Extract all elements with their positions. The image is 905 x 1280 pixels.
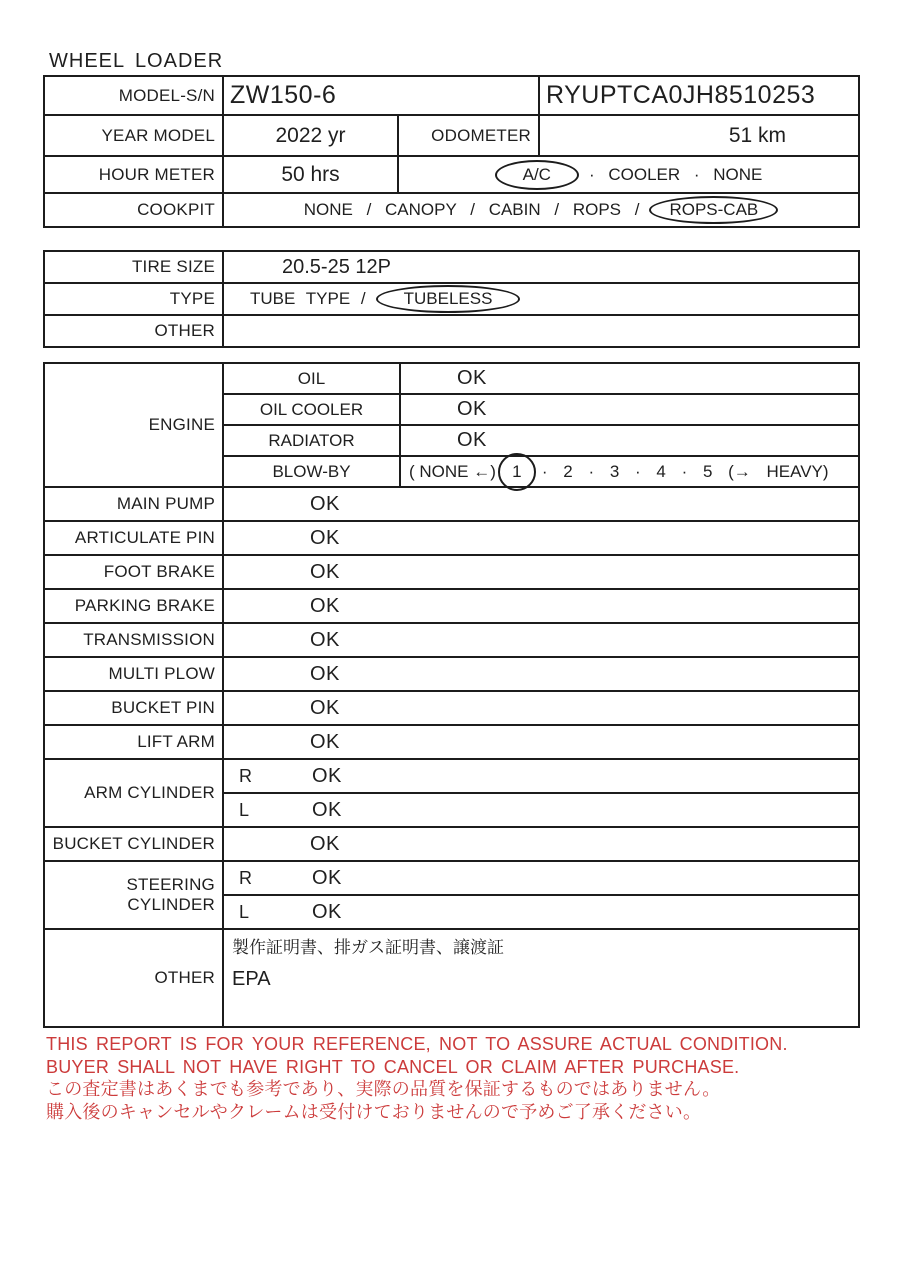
row-tire-type [45, 282, 858, 314]
multi-plow-label: MULTI PLOW [108, 664, 215, 683]
row-other [45, 928, 858, 1026]
tire-type-selected-circle: TUBELESS [376, 285, 521, 313]
arm-cylinder-r-row [224, 760, 858, 792]
disclaimer-line-2: BUYER SHALL NOT HAVE RIGHT TO CANCEL OR CLAIM AFTER PURCHASE. [46, 1056, 740, 1077]
row-bucket-cylinder [45, 826, 858, 860]
steering-cylinder-r-cell [224, 862, 858, 894]
steering-cylinder-l-value: OK [312, 900, 342, 923]
row-tire-other [45, 314, 858, 346]
steering-cylinder-l-tag: L [239, 901, 250, 922]
tire-type-label: TYPE [169, 289, 215, 308]
ac-selected-circle: A/C [495, 160, 579, 190]
hour-meter-value: 50 hrs [222, 157, 397, 192]
blowby-label: BLOW-BY [272, 461, 351, 481]
ac-options-rest: · COOLER · NONE [588, 164, 763, 184]
engine-radiator-label: RADIATOR [268, 430, 355, 450]
cockpit-options-cell [222, 194, 858, 226]
engine-oil-value: OK [399, 364, 858, 393]
spec-table [43, 75, 860, 228]
arm-cylinder-l-value: OK [312, 798, 342, 821]
arm-cylinder-subrows [222, 760, 858, 826]
steering-cylinder-r-row [224, 862, 858, 894]
engine-oil-cooler-label: OIL COOLER [259, 399, 364, 419]
tire-other-value [222, 316, 858, 346]
arm-cylinder-l-cell [224, 794, 858, 826]
disclaimer-block [46, 1033, 806, 1123]
disclaimer-line-4: 購入後のキャンセルやクレームは受付けておりませんので予めご了承ください。 [46, 1101, 702, 1122]
steering-cylinder-r-tag: R [239, 867, 252, 888]
tire-size-value: 20.5-25 12P [222, 252, 858, 282]
engine-radiator-value: OK [399, 426, 858, 455]
cockpit-selected-circle: ROPS-CAB [649, 196, 778, 224]
steering-cylinder-subrows [222, 862, 858, 928]
engine-row-oil [224, 364, 858, 393]
tire-table [43, 250, 860, 348]
serial-number-value: RYUPTCA0JH8510253 [538, 77, 858, 114]
other-documents-text: 製作証明書、排ガス証明書、譲渡証 [232, 938, 504, 957]
row-lift-arm [45, 724, 858, 758]
odometer-label: ODOMETER [397, 116, 538, 155]
blowby-scale-prefix: ( NONE ←) [409, 461, 496, 481]
parking-brake-label: PARKING BRAKE [74, 596, 215, 615]
bucket-cylinder-label: BUCKET CYLINDER [52, 834, 215, 853]
row-year-odometer [45, 114, 858, 155]
model-sn-label: MODEL-S/N [118, 85, 215, 105]
tire-type-cell [222, 284, 858, 314]
bucket-pin-label: BUCKET PIN [111, 698, 215, 717]
row-hour-ac [45, 155, 858, 192]
lift-arm-value: OK [222, 726, 858, 758]
arm-cylinder-r-cell [224, 760, 858, 792]
inspection-table [43, 362, 860, 1028]
row-foot-brake [45, 554, 858, 588]
bucket-cylinder-value: OK [222, 828, 858, 860]
row-transmission [45, 622, 858, 656]
row-model-sn [45, 77, 858, 114]
tire-type-prefix: TUBE TYPE / [250, 289, 366, 308]
arm-cylinder-block [45, 758, 858, 826]
blowby-scale-rest: · 2 · 3 · 4 · 5 (→ HEAVY) [541, 461, 829, 481]
row-bucket-pin [45, 690, 858, 724]
row-cockpit [45, 192, 858, 226]
transmission-label: TRANSMISSION [83, 630, 215, 649]
engine-row-oil-cooler [224, 393, 858, 424]
ac-options-cell [397, 157, 858, 192]
steering-cylinder-block [45, 860, 858, 928]
cockpit-options-prefix: NONE / CANOPY / CABIN / ROPS / [303, 200, 640, 219]
engine-oil-cooler-value: OK [399, 395, 858, 424]
row-multi-plow [45, 656, 858, 690]
engine-subrows [222, 364, 858, 486]
hour-meter-label: HOUR METER [98, 164, 215, 184]
arm-cylinder-r-tag: R [239, 765, 252, 786]
arm-cylinder-label: ARM CYLINDER [84, 783, 215, 802]
steering-cylinder-l-cell [224, 896, 858, 928]
row-articulate-pin [45, 520, 858, 554]
row-tire-size [45, 252, 858, 282]
articulate-pin-value: OK [222, 522, 858, 554]
arm-cylinder-l-row [224, 792, 858, 826]
other-label: OTHER [154, 968, 215, 987]
engine-block [45, 364, 858, 486]
row-parking-brake [45, 588, 858, 622]
lift-arm-label: LIFT ARM [137, 732, 215, 751]
parking-brake-value: OK [222, 590, 858, 622]
blowby-selected-circle: 1 [498, 453, 536, 491]
articulate-pin-label: ARTICULATE PIN [74, 528, 215, 547]
arm-cylinder-l-tag: L [239, 799, 250, 820]
transmission-value: OK [222, 624, 858, 656]
tire-size-label: TIRE SIZE [131, 257, 215, 276]
foot-brake-label: FOOT BRAKE [103, 562, 215, 581]
main-pump-value: OK [222, 488, 858, 520]
steering-cylinder-l-row [224, 894, 858, 928]
main-pump-label: MAIN PUMP [116, 494, 215, 513]
tire-other-label: OTHER [154, 321, 215, 340]
steering-cylinder-r-value: OK [312, 866, 342, 889]
engine-oil-label: OIL [297, 368, 326, 388]
engine-row-radiator [224, 424, 858, 455]
engine-row-blowby [224, 455, 858, 486]
other-epa-text: EPA [232, 968, 271, 990]
odometer-value: 51 km [538, 116, 858, 155]
year-model-value: 2022 yr [222, 116, 397, 155]
page-title: WHEEL LOADER [49, 50, 224, 72]
other-content-cell [222, 930, 858, 1026]
arm-cylinder-r-value: OK [312, 764, 342, 787]
row-main-pump [45, 486, 858, 520]
cockpit-label: COOKPIT [137, 200, 215, 219]
steering-cylinder-label: STEERING CYLINDER [126, 875, 215, 914]
year-model-label: YEAR MODEL [101, 125, 215, 145]
disclaimer-line-3: この査定書はあくまでも参考であり、実際の品質を保証するものではありません。 [46, 1079, 721, 1099]
disclaimer-line-1: THIS REPORT IS FOR YOUR REFERENCE, NOT TO ASSURE ACTUAL CONDITION. [46, 1034, 788, 1054]
engine-label: ENGINE [148, 415, 215, 434]
model-value: ZW150-6 [222, 77, 538, 114]
multi-plow-value: OK [222, 658, 858, 690]
bucket-pin-value: OK [222, 692, 858, 724]
blowby-scale-cell [399, 457, 858, 486]
foot-brake-value: OK [222, 556, 858, 588]
